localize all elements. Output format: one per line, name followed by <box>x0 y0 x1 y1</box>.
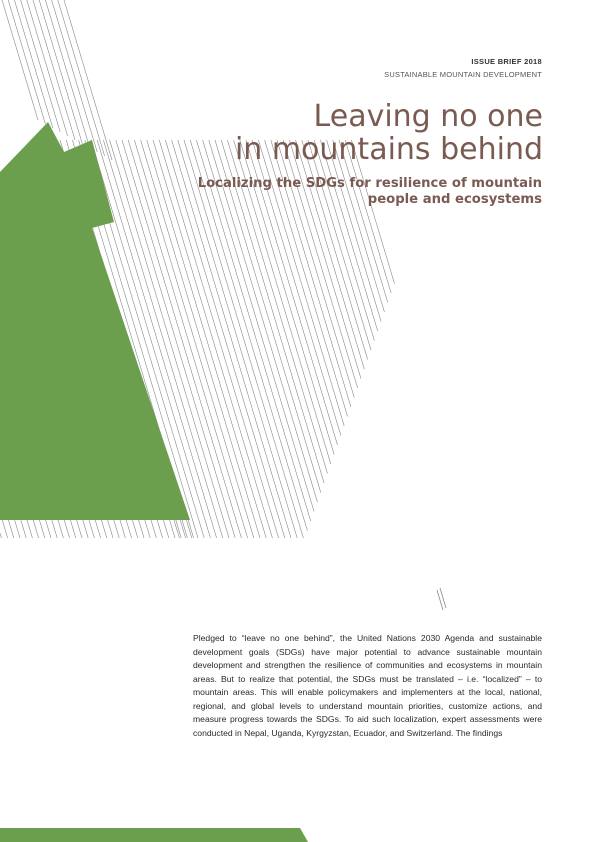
hatch-line <box>70 520 75 538</box>
title-line-1: Leaving no one <box>313 99 543 134</box>
hatch-line <box>21 0 61 132</box>
hatch-line <box>170 520 175 538</box>
series-label: SUSTAINABLE MOUNTAIN DEVELOPMENT <box>384 70 542 79</box>
hatch-line <box>308 140 371 350</box>
small-hatch-mark <box>437 588 446 610</box>
intro-paragraph: Pledged to “leave no one behind”, the United Nations 2030 Agenda and sustainable development goals (SDGs) have major potential to advance sustainable mountain development and strengthen the resilience of communities and ecosystems in mountain areas. But to realize that potential, the SDGs must be translated – i.e. “localized” – to mountain areas. This will enable policymakers and implementers at the local, national, regional, and global levels to understand mountain priorities, customize actions, and measure progress towards the SDGs. To aid such localization, expert assessments were conducted in Nepal, Uganda, Kyrgyzstan, Ecuador, and Switzerland. The findings <box>193 633 542 738</box>
hatch-line <box>126 520 131 538</box>
hatch-line <box>33 0 75 140</box>
hatch-line <box>314 140 374 341</box>
hatch-line <box>114 520 119 538</box>
hatch-line <box>89 520 94 538</box>
hatch-line <box>302 140 368 360</box>
bottom-green-bar <box>0 828 308 842</box>
hatch-line <box>327 140 381 322</box>
page-title <box>123 100 543 166</box>
hatch-line <box>46 520 51 538</box>
subtitle-line-2: people and ecosystems <box>367 192 542 207</box>
hatch-line <box>64 520 69 538</box>
hatch-line <box>52 520 57 538</box>
subtitle-line-1: Localizing the SDGs for resilience of mountain <box>197 176 542 191</box>
hatch-line <box>27 0 68 136</box>
hatch-line <box>58 0 105 156</box>
hatch-line <box>120 520 125 538</box>
hatch-line <box>163 520 168 538</box>
hatch-line <box>15 520 20 538</box>
hatch-line <box>151 520 156 538</box>
hatch-line <box>132 520 137 538</box>
issue-label: ISSUE BRIEF 2018 <box>471 57 542 66</box>
hatch-line <box>296 140 365 369</box>
hatch-line <box>8 0 45 124</box>
hatch-line <box>83 520 88 538</box>
hatch-line <box>39 520 44 538</box>
hatch-line <box>101 520 106 538</box>
hatch-line <box>77 520 82 538</box>
hatch-line <box>145 520 150 538</box>
title-line-2: in mountains behind <box>234 132 543 167</box>
hatch-line <box>320 140 377 331</box>
hatch-line <box>8 520 13 538</box>
hatch-line <box>95 520 100 538</box>
page-subtitle <box>142 176 542 208</box>
hatch-line <box>58 520 63 538</box>
hatch-line <box>0 520 1 538</box>
hatch-line <box>14 0 52 128</box>
hatch-line <box>33 520 38 538</box>
hatch-line <box>64 0 112 160</box>
hatch-line <box>39 0 82 144</box>
hatch-line <box>27 520 32 538</box>
hatch-line <box>2 520 7 538</box>
hatch-line <box>157 520 162 538</box>
hatch-line <box>21 520 26 538</box>
hatch-line <box>108 520 113 538</box>
hatch-line <box>52 0 98 152</box>
hatch-line <box>139 520 144 538</box>
